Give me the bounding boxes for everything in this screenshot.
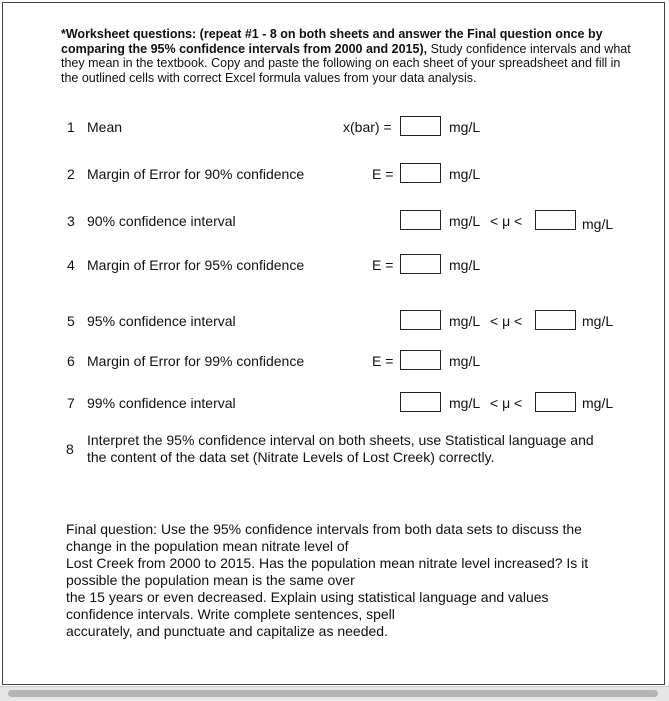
- final-question-line: possible the population mean is the same over: [66, 572, 355, 588]
- margin-error-95-input-cell[interactable]: [400, 254, 441, 274]
- question-label: 99% confidence interval: [87, 395, 236, 411]
- question-number: 4: [67, 257, 75, 273]
- question-number: 6: [67, 353, 75, 369]
- question-number: 3: [67, 213, 75, 229]
- final-question-line: Final question: Use the 95% confidence intervals from both data sets to discuss the: [66, 521, 582, 537]
- ci-90-lower-input-cell[interactable]: [400, 210, 441, 230]
- unit-label: mg/L: [582, 313, 614, 329]
- unit-label: mg/L: [449, 395, 481, 411]
- unit-label: mg/L: [582, 395, 614, 411]
- margin-error-symbol: E =: [372, 166, 394, 182]
- question-label: 90% confidence interval: [87, 213, 236, 229]
- question-row-7: [0, 392, 669, 414]
- question-row-2: [0, 163, 669, 185]
- question-label: Mean: [87, 119, 123, 135]
- unit-label: mg/L: [449, 313, 481, 329]
- question-number: 7: [67, 395, 75, 411]
- question-row-3: [0, 210, 669, 232]
- margin-error-symbol: E =: [372, 257, 394, 273]
- question-number: 2: [67, 166, 75, 182]
- ci-95-upper-input-cell[interactable]: [535, 310, 576, 330]
- final-question-line: Lost Creek from 2000 to 2015. Has the population mean nitrate level increased? Is it: [66, 555, 589, 571]
- ci-99-upper-input-cell[interactable]: [535, 392, 576, 412]
- margin-error-90-input-cell[interactable]: [400, 163, 441, 183]
- margin-error-symbol: E =: [372, 353, 394, 369]
- ci-99-lower-input-cell[interactable]: [400, 392, 441, 412]
- unit-label: mg/L: [449, 257, 481, 273]
- final-question-line: confidence intervals. Write complete sentences, spell: [66, 606, 395, 622]
- instructions-bold: *Worksheet questions: (repeat #1 - 8 on both sheets and answer the Final question once by comparing the 95% confidence intervals from 2000 and 2015),: [61, 27, 603, 56]
- ci-95-lower-input-cell[interactable]: [400, 310, 441, 330]
- question-number-8: 8: [66, 441, 74, 457]
- question-label: Margin of Error for 90% confidence: [87, 166, 305, 182]
- interval-mu-symbol: < μ <: [490, 213, 523, 229]
- instructions-text: Study confidence intervals and what they mean in the textbook. Copy and paste the following on each sheet of your spreadsheet and fill in the outlined cells with correct Excel formula values from your data analysis.: [61, 41, 631, 85]
- scrollbar-thumb[interactable]: [8, 690, 658, 697]
- mean-input-cell[interactable]: [400, 116, 441, 136]
- interval-mu-symbol: < μ <: [490, 313, 523, 329]
- question-label: Margin of Error for 95% confidence: [87, 257, 305, 273]
- question-label: Margin of Error for 99% confidence: [87, 353, 305, 369]
- unit-label: mg/L: [449, 353, 481, 369]
- unit-label: mg/L: [449, 166, 481, 182]
- question-number: 1: [67, 119, 75, 135]
- unit-label: mg/L: [449, 213, 481, 229]
- final-question-line: the 15 years or even decreased. Explain using statistical language and values: [66, 589, 549, 605]
- final-question-line: accurately, and punctuate and capitalize as needed.: [66, 623, 388, 639]
- question-row-1: [0, 116, 669, 138]
- unit-label: mg/L: [582, 216, 614, 232]
- question-label: 95% confidence interval: [87, 313, 236, 329]
- question-row-6: [0, 350, 669, 372]
- question-8-text: Interpret the 95% confidence interval on both sheets, use Statistical language and the content of the data set (Nitrate Levels of Lost Creek) correctly.: [87, 432, 594, 465]
- mean-symbol: x(bar) =: [343, 119, 392, 135]
- interval-mu-symbol: < μ <: [490, 395, 523, 411]
- final-question: [66, 521, 626, 640]
- unit-label: mg/L: [449, 119, 481, 135]
- horizontal-scrollbar[interactable]: [0, 686, 669, 701]
- question-number: 5: [67, 313, 75, 329]
- worksheet-instructions: [61, 27, 636, 85]
- ci-90-upper-input-cell[interactable]: [535, 210, 576, 230]
- final-question-line: change in the population mean nitrate level of: [66, 538, 349, 554]
- question-row-5: [0, 310, 669, 332]
- question-row-4: [0, 254, 669, 276]
- margin-error-99-input-cell[interactable]: [400, 350, 441, 370]
